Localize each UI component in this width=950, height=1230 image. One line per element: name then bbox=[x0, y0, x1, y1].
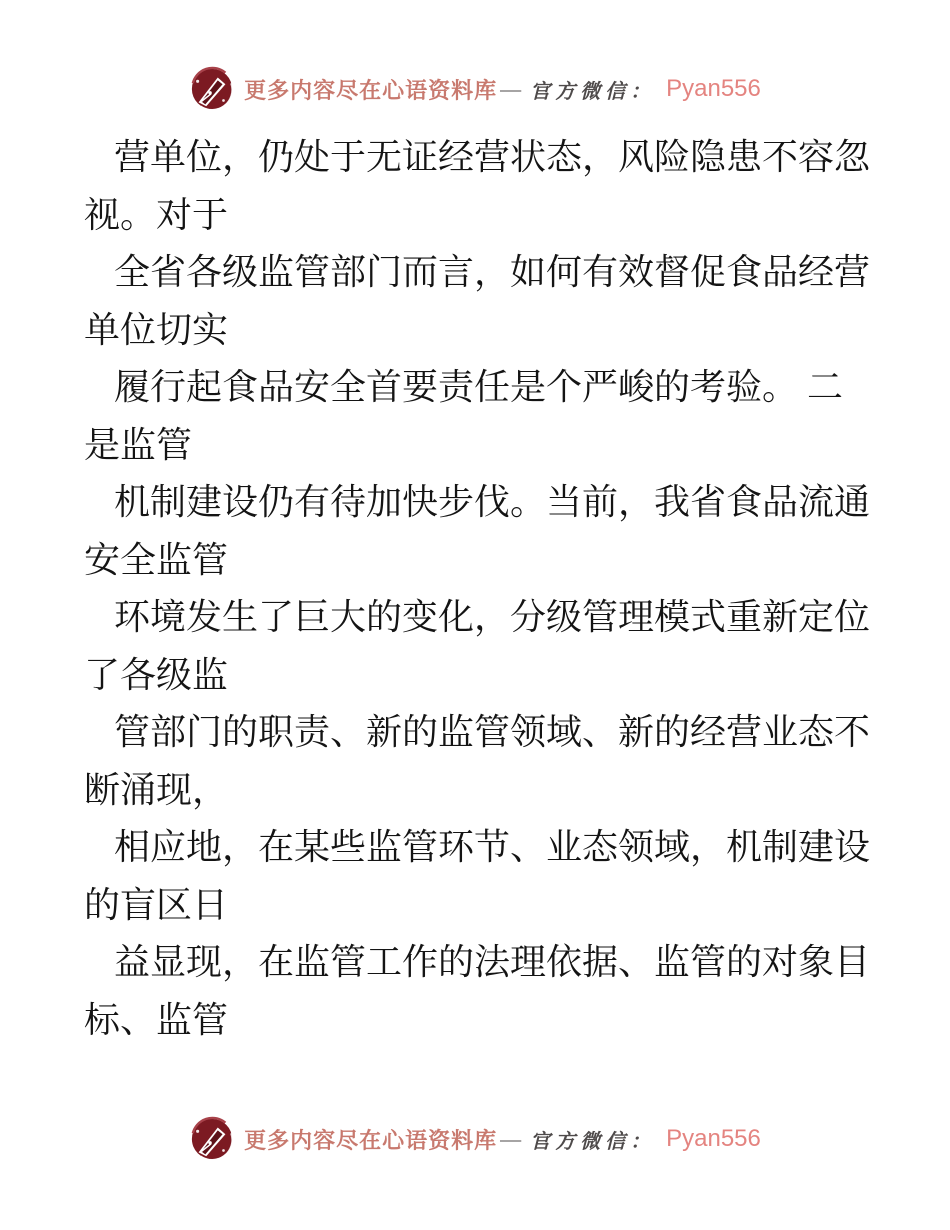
text-line: 履行起食品安全首要责任是个严峻的考验。 二 bbox=[114, 367, 844, 407]
watermark-wechat-label: 官方微信： bbox=[530, 80, 656, 103]
watermark-wechat-label: 官方微信： bbox=[530, 1130, 656, 1153]
text-line: 益显现，在监管工作的法理依据、监管的对象目 bbox=[114, 942, 871, 982]
pen-nib-seal-icon bbox=[189, 64, 235, 114]
text-line: 机制建设仍有待加快步伐。当前，我省食品流通 bbox=[114, 482, 871, 522]
footer-watermark bbox=[0, 1112, 950, 1166]
pen-nib-seal-icon bbox=[189, 1114, 235, 1164]
text-line: 安全监管 bbox=[84, 539, 229, 580]
header-watermark bbox=[0, 62, 950, 116]
watermark-wechat-id: Pyan556 bbox=[666, 1125, 761, 1152]
text-line: 管部门的职责、新的监管领域、新的经营业态不 bbox=[114, 712, 871, 752]
watermark-brand-text: 更多内容尽在心语资料库 bbox=[244, 77, 498, 103]
text-line: 断涌现， bbox=[84, 769, 229, 810]
watermark-wechat-id: Pyan556 bbox=[666, 75, 761, 102]
text-line: 单位切实 bbox=[84, 309, 229, 350]
watermark-brand-text: 更多内容尽在心语资料库 bbox=[244, 1127, 498, 1153]
watermark-dash: — bbox=[500, 76, 522, 101]
text-line: 的盲区日 bbox=[84, 884, 229, 925]
text-line: 标、监管 bbox=[84, 999, 229, 1040]
text-line: 环境发生了巨大的变化，分级管理模式重新定位 bbox=[114, 597, 871, 637]
text-line: 相应地，在某些监管环节、业态领域，机制建设 bbox=[114, 827, 871, 867]
text-line: 营单位，仍处于无证经营状态，风险隐患不容忽 bbox=[114, 137, 871, 177]
text-line: 是监管 bbox=[84, 424, 193, 465]
document-body bbox=[84, 129, 871, 1049]
watermark-dash: — bbox=[500, 1126, 522, 1151]
text-line: 了各级监 bbox=[84, 654, 229, 695]
text-line: 视。对于 bbox=[84, 194, 229, 235]
text-line: 全省各级监管部门而言，如何有效督促食品经营 bbox=[114, 252, 871, 292]
